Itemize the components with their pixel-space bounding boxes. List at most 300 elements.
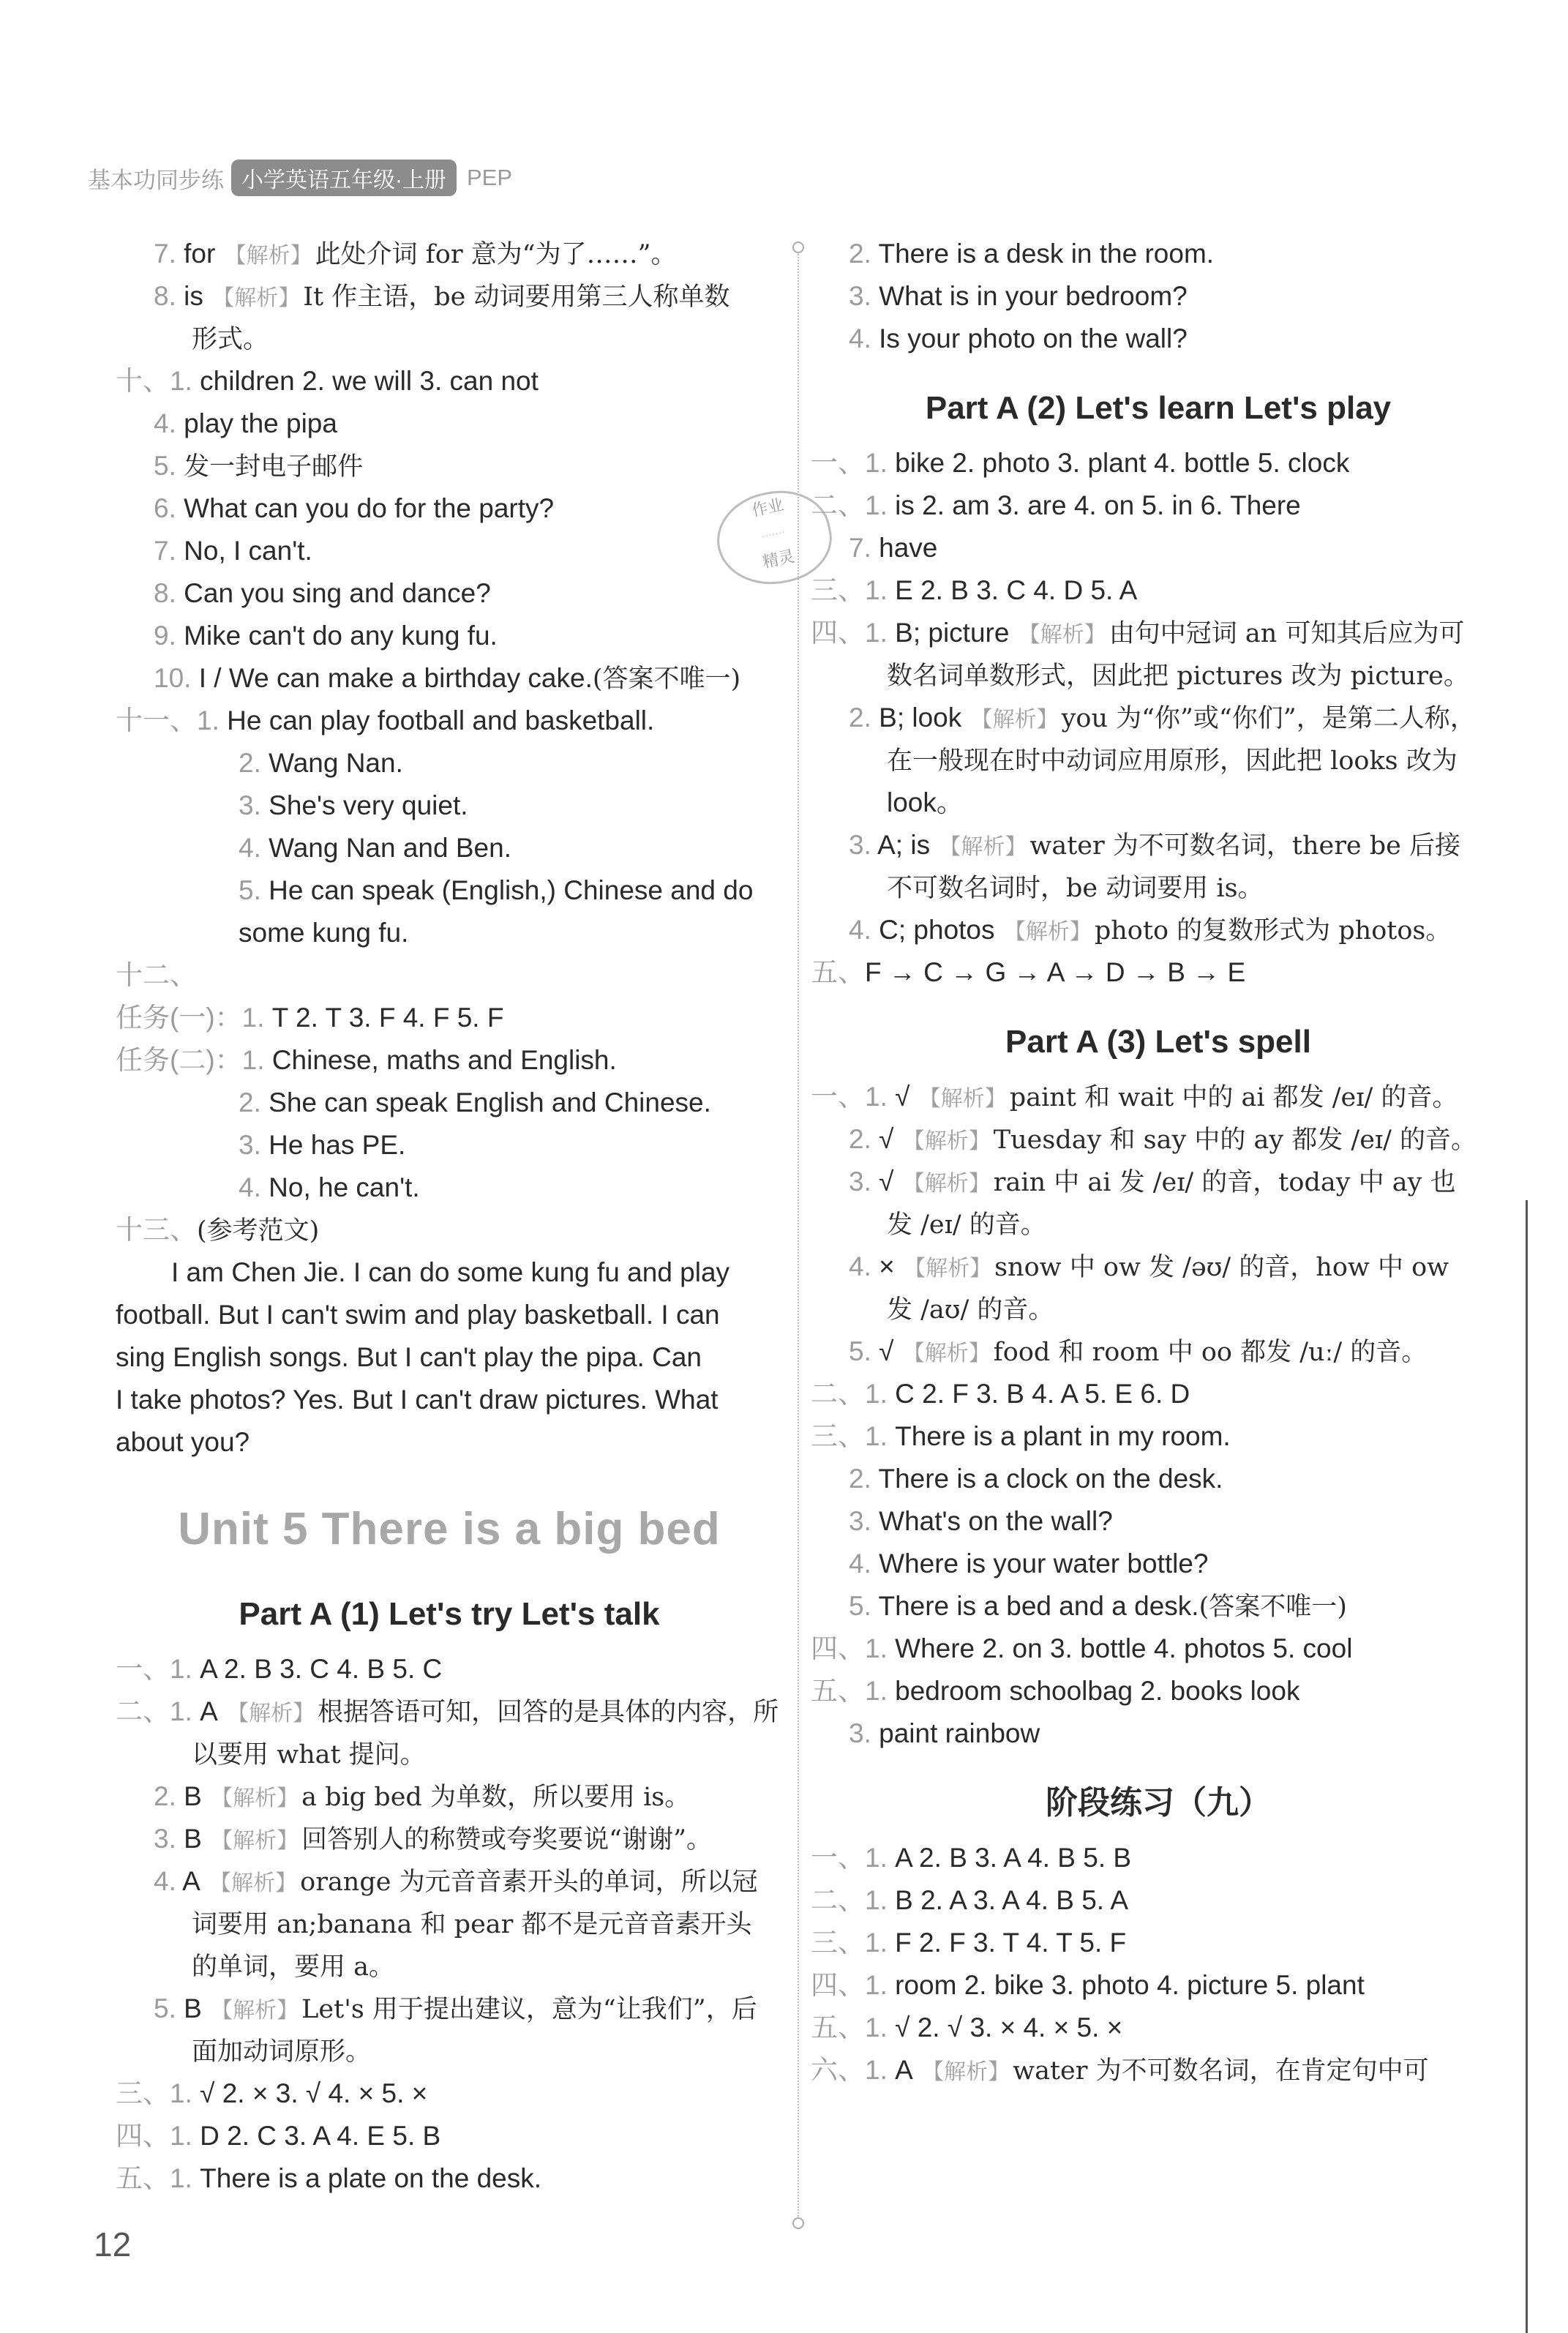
- answer-line: [116, 700, 783, 742]
- answer-line: [116, 827, 783, 869]
- answer-text: for: [184, 239, 216, 269]
- answer-line: [116, 615, 783, 657]
- answer-line: [116, 2030, 783, 2072]
- section-number: 十三、: [116, 1215, 197, 1245]
- answer-text: Chinese, maths and English.: [271, 1045, 617, 1075]
- essay-block: [116, 1251, 783, 1464]
- section-number: 十一、: [116, 705, 197, 735]
- item-number: 1.: [865, 1082, 896, 1112]
- item-number: 9.: [154, 621, 184, 651]
- explanation-text: food 和 room 中 oo 都发 /uː/ 的音。: [993, 1338, 1428, 1367]
- answer-line: [811, 1712, 1506, 1755]
- explanation-text: 不可数名词时，be 动词要用 is。: [887, 874, 1264, 903]
- analysis-tag: 【解析】: [933, 835, 1027, 859]
- answer-text: Can you sing and dance?: [184, 578, 491, 608]
- explanation-text: 回答别人的称赞或夸奖要说“谢谢”。: [301, 1825, 712, 1854]
- section-heading-part-a3: Part A (3) Let's spell: [1005, 1024, 1311, 1060]
- answer-text: A 2. B 3. A 4. B 5. B: [895, 1843, 1132, 1873]
- explanation-text: 发一封电子邮件: [184, 452, 364, 482]
- answer-text: What is in your bedroom?: [879, 281, 1188, 311]
- answer-text: No, I can't.: [184, 536, 312, 566]
- explanation-text: 以要用 what 提问。: [192, 1740, 426, 1770]
- answer-text: There is a bed and a desk.: [878, 1591, 1199, 1621]
- answer-text: B 2. A 3. A 4. B 5. A: [895, 1885, 1128, 1915]
- section-number: 任务(二)：: [116, 1045, 242, 1075]
- item-number: 1.: [865, 2055, 896, 2085]
- answer-text: F → C → G → A → D → B → E: [865, 957, 1246, 987]
- item-number: 4.: [239, 833, 269, 863]
- explanation-text: (答案不唯一): [592, 664, 741, 694]
- explanation-text: paint 和 wait 中的 ai 都发 /eɪ/ 的音。: [1009, 1083, 1458, 1112]
- answer-line: [116, 1690, 783, 1733]
- answer-line: [116, 1124, 783, 1166]
- item-number: 1.: [170, 2078, 200, 2108]
- stamp-line: ·······: [760, 525, 787, 542]
- essay-line: football. But I can't swim and play basketball. I can: [116, 1300, 720, 1330]
- answer-line: [811, 612, 1506, 654]
- essay-line: I am Chen Jie. I can do some kung fu and play: [171, 1257, 730, 1287]
- explanation-text: you 为“你”或“你们”，是第二人称，: [1061, 704, 1476, 733]
- section-number: 四、: [811, 1970, 865, 2000]
- answer-line: [116, 1903, 783, 1945]
- answer-line: [116, 2157, 783, 2200]
- analysis-tag: 【解析】: [915, 2060, 1010, 2084]
- explanation-text: orange 为元音音素开头的单词，所以冠: [300, 1868, 758, 1897]
- explanation-text: 形式。: [192, 325, 269, 354]
- item-number: 5.: [239, 875, 269, 905]
- analysis-tag: 【解析】: [206, 286, 301, 310]
- explanation-text: 词要用 an;banana 和 pear 都不是元音音素开头: [192, 1910, 752, 1939]
- answer-line: [116, 869, 783, 912]
- analysis-tag: 【解析】: [220, 1701, 315, 1726]
- explanation-text: 发 /aʊ/ 的音。: [887, 1295, 1054, 1325]
- answer-text: He has PE.: [269, 1130, 406, 1160]
- answer-text: A: [895, 2055, 913, 2085]
- explanation-text: It 作主语，be 动词要用第三人称单数: [303, 282, 730, 312]
- answer-line: [811, 951, 1506, 994]
- analysis-tag: 【解析】: [218, 244, 312, 268]
- answer-line: [811, 1076, 1506, 1118]
- section-number: 五、: [811, 957, 865, 987]
- item-number: 6.: [154, 493, 184, 523]
- answer-line: [116, 1082, 783, 1124]
- item-number: 10.: [154, 663, 199, 693]
- item-number: 1.: [241, 1003, 272, 1033]
- item-number: 1.: [241, 1045, 272, 1075]
- item-number: 4.: [849, 915, 879, 945]
- answer-line: [116, 360, 783, 402]
- left-column: [116, 233, 783, 2200]
- answer-text: bedroom schoolbag 2. books look: [895, 1676, 1300, 1706]
- item-number: 1.: [865, 448, 896, 478]
- item-number: 4.: [154, 408, 184, 438]
- answer-line: [811, 442, 1506, 484]
- answer-text: He can speak (English,) Chinese and do: [269, 875, 754, 905]
- item-number: 5.: [849, 1591, 879, 1621]
- grade-badge: 小学英语五年级·上册: [231, 160, 457, 196]
- section-heading-part-a1: Part A (1) Let's try Let's talk: [239, 1596, 660, 1632]
- item-number: 1.: [865, 1885, 896, 1915]
- answer-text: I / We can make a birthday cake.: [198, 663, 593, 693]
- answer-text: C 2. F 3. B 4. A 5. E 6. D: [895, 1379, 1190, 1409]
- answer-text: ×: [879, 1251, 895, 1281]
- item-number: 1.: [865, 2012, 896, 2042]
- explanation-text: snow 中 ow 发 /əʊ/ 的音，how 中 ow: [994, 1253, 1449, 1282]
- answer-text: C; photos: [879, 915, 995, 945]
- item-number: 1.: [865, 618, 896, 648]
- explanation-text: 数名词单数形式，因此把 pictures 改为 picture。: [887, 662, 1469, 691]
- item-number: 8.: [154, 281, 184, 311]
- answer-line: [811, 739, 1506, 782]
- answer-line: [116, 1818, 783, 1860]
- answer-line: [811, 2007, 1506, 2049]
- section-number: 五、: [811, 2012, 865, 2042]
- answer-line: [811, 2049, 1506, 2092]
- answer-line: [811, 1628, 1506, 1670]
- essay-line: I take photos? Yes. But I can't draw pictures. What: [116, 1385, 719, 1415]
- answer-text: There is a plant in my room.: [895, 1421, 1231, 1451]
- answer-line: [811, 1373, 1506, 1415]
- answer-text: room 2. bike 3. photo 4. picture 5. plant: [895, 1970, 1365, 2000]
- answer-line: [116, 1988, 783, 2030]
- item-number: 1.: [170, 2121, 200, 2151]
- answer-text: He can play football and basketball.: [227, 705, 655, 735]
- section-number: 五、: [116, 2163, 170, 2193]
- answer-line: [116, 445, 783, 487]
- answer-line: [811, 1670, 1506, 1712]
- answer-text: play the pipa: [184, 408, 337, 438]
- answer-line: [116, 1039, 783, 1082]
- analysis-tag: 【解析】: [997, 920, 1092, 944]
- item-number: 2.: [239, 748, 269, 778]
- item-number: 4.: [154, 1866, 183, 1896]
- answer-line: [811, 1879, 1506, 1922]
- explanation-text: Tuesday 和 say 中的 ay 都发 /eɪ/ 的音。: [993, 1126, 1477, 1155]
- answer-text: B: [184, 1993, 202, 2023]
- answer-text: T 2. T 3. F 4. F 5. F: [271, 1003, 504, 1033]
- answer-line: [116, 572, 783, 615]
- section-number: 五、: [811, 1676, 865, 1706]
- section-heading-part-a2: Part A (2) Let's learn Let's play: [925, 390, 1392, 426]
- essay-line: sing English songs. But I can't play the pipa. Can: [116, 1342, 702, 1372]
- answer-line: [116, 912, 783, 954]
- item-number: 1.: [170, 1654, 200, 1684]
- answer-text: A: [182, 1866, 200, 1896]
- answer-line: [811, 654, 1506, 697]
- answer-line: [116, 1166, 783, 1209]
- item-number: 2.: [154, 1781, 184, 1811]
- item-number: 1.: [865, 1676, 896, 1706]
- item-number: 1.: [865, 490, 896, 520]
- answer-text: There is a desk in the room.: [878, 239, 1215, 269]
- answer-text: What can you do for the party?: [184, 493, 555, 523]
- answer-line: [116, 1860, 783, 1903]
- item-number: 1.: [865, 1928, 896, 1958]
- answer-line: [811, 1330, 1506, 1373]
- answer-line: [116, 657, 783, 700]
- answer-line: [811, 866, 1506, 909]
- item-number: 2.: [849, 1464, 879, 1494]
- explanation-text: 面加动词原形。: [192, 2037, 372, 2067]
- answer-text: √: [879, 1336, 894, 1366]
- answer-line: [811, 697, 1506, 739]
- section-number: 任务(一)：: [116, 1003, 242, 1033]
- answer-text: √: [895, 1082, 910, 1112]
- analysis-tag: 【解析】: [203, 1871, 298, 1895]
- unit-title: Unit 5 There is a big bed: [178, 1504, 721, 1554]
- item-number: 3.: [849, 830, 878, 860]
- item-number: 2.: [849, 703, 879, 733]
- answer-text: F 2. F 3. T 4. T 5. F: [895, 1928, 1127, 1958]
- answer-line: [116, 402, 783, 445]
- answer-text: bike 2. photo 3. plant 4. bottle 5. clock: [895, 448, 1350, 478]
- item-number: 5.: [154, 1993, 184, 2023]
- answer-text: Is your photo on the wall?: [879, 323, 1188, 353]
- item-number: 4.: [849, 1549, 879, 1579]
- answer-line: [811, 1543, 1506, 1585]
- section-number: 一、: [811, 1082, 865, 1112]
- explanation-text: photo 的复数形式为 photos。: [1094, 916, 1452, 945]
- analysis-tag: 【解析】: [204, 1786, 299, 1810]
- answer-line: [811, 824, 1506, 866]
- answer-text: is 2. am 3. are 4. on 5. in 6. There: [895, 490, 1301, 520]
- item-number: 3.: [849, 1166, 879, 1197]
- answer-line: [811, 318, 1506, 360]
- item-number: 1.: [170, 1696, 200, 1726]
- explanation-text: water 为不可数名词，there be 后接: [1029, 831, 1461, 861]
- answer-text: paint rainbow: [879, 1718, 1040, 1748]
- section-number: 四、: [811, 1633, 865, 1663]
- answer-text: B: [184, 1824, 202, 1854]
- section-number: 三、: [811, 1928, 865, 1958]
- answer-text: Wang Nan.: [269, 748, 403, 778]
- section-number: 四、: [811, 618, 865, 648]
- item-number: 4.: [849, 323, 879, 353]
- answer-text: No, he can't.: [269, 1172, 420, 1202]
- item-number: 7.: [154, 536, 184, 566]
- answer-line: [811, 484, 1506, 527]
- answer-line: [116, 1775, 783, 1818]
- answer-text: A; is: [877, 830, 931, 860]
- answer-line: [116, 1648, 783, 1690]
- explanation-text: 的单词，要用 a。: [192, 1952, 394, 1982]
- explanation-text: Let's 用于提出建议，意为“让我们”，后: [301, 1995, 757, 2024]
- answer-line: [811, 1415, 1506, 1458]
- explanation-text: rain 中 ai 发 /eɪ/ 的音，today 中 ay 也: [993, 1168, 1456, 1197]
- item-number: 7.: [849, 533, 879, 563]
- answer-line: [116, 784, 783, 827]
- item-number: 1.: [170, 366, 200, 396]
- section-heading-practice: 阶段练习（九）: [1046, 1785, 1271, 1821]
- answer-line: [116, 1945, 783, 1988]
- answer-text: √: [879, 1166, 894, 1197]
- explanation-text: 此处介词 for 意为“为了……”。: [315, 240, 677, 269]
- item-number: 3.: [849, 1506, 879, 1536]
- section-number: 六、: [811, 2055, 865, 2085]
- section-number: 二、: [116, 1696, 170, 1726]
- item-number: 1.: [865, 1843, 896, 1873]
- item-number: 5.: [154, 451, 184, 481]
- essay-line: about you?: [116, 1427, 250, 1457]
- answer-line: [811, 1964, 1506, 2007]
- item-number: 1.: [197, 705, 228, 735]
- answer-text: √ 2. × 3. √ 4. × 5. ×: [200, 2078, 428, 2108]
- answer-line: [811, 782, 1506, 824]
- item-number: 1.: [865, 575, 896, 605]
- answer-line: [116, 233, 783, 275]
- answer-line: [811, 275, 1506, 318]
- explanation-text: (参考范文): [197, 1216, 320, 1246]
- answer-line: [116, 530, 783, 572]
- answer-line: [811, 909, 1506, 951]
- analysis-tag: 【解析】: [912, 1087, 1007, 1111]
- section-number: 三、: [811, 575, 865, 605]
- answer-text: B: [184, 1781, 202, 1811]
- answer-line: [811, 1288, 1506, 1330]
- answer-text: There is a plate on the desk.: [200, 2163, 542, 2193]
- answer-line: [811, 1203, 1506, 1246]
- answer-text: √ 2. √ 3. × 4. × 5. ×: [895, 2012, 1123, 2042]
- answer-text: D 2. C 3. A 4. E 5. B: [200, 2121, 441, 2151]
- divider-dot-top: [792, 241, 804, 253]
- answer-text: have: [879, 533, 938, 563]
- answer-line: [116, 742, 783, 784]
- analysis-tag: 【解析】: [204, 1999, 299, 2023]
- analysis-tag: 【解析】: [896, 1172, 991, 1196]
- analysis-tag: 【解析】: [896, 1129, 991, 1153]
- answer-line: [116, 2072, 783, 2115]
- answer-text: B; look: [879, 703, 962, 733]
- answer-line: [116, 275, 783, 318]
- answer-text: There is a clock on the desk.: [878, 1464, 1223, 1494]
- explanation-text: 发 /eɪ/ 的音。: [887, 1210, 1046, 1240]
- explanation-text: 根据答语可知，回答的是具体的内容，所: [318, 1698, 779, 1727]
- answer-text: is: [184, 281, 203, 311]
- analysis-tag: 【解析】: [1012, 623, 1106, 647]
- answer-text: Where 2. on 3. bottle 4. photos 5. cool: [895, 1633, 1353, 1663]
- answer-text: look。: [887, 787, 964, 817]
- item-number: 4.: [849, 1251, 879, 1281]
- section-number: 三、: [811, 1421, 865, 1451]
- analysis-tag: 【解析】: [964, 708, 1059, 732]
- answer-line: [116, 487, 783, 530]
- left-answers-block-1: [116, 233, 783, 1251]
- answer-line: [811, 1837, 1506, 1879]
- right-answers-block-3: [811, 1076, 1506, 1755]
- item-number: 3.: [849, 1718, 879, 1748]
- answer-line: [116, 318, 783, 360]
- edition-label: PEP: [467, 165, 513, 190]
- divider-dot-bottom: [792, 2217, 804, 2229]
- answer-text: Mike can't do any kung fu.: [184, 621, 498, 651]
- stamp-text-1: 作业: [750, 495, 786, 520]
- answer-text: √: [879, 1124, 894, 1154]
- answer-text: She's very quiet.: [269, 790, 468, 820]
- stamp-text-2: 精灵: [761, 547, 797, 572]
- item-number: 4.: [239, 1172, 269, 1202]
- page-edge-line: [1526, 1200, 1528, 2333]
- answer-text: A 2. B 3. C 4. B 5. C: [200, 1654, 443, 1684]
- item-number: 3.: [849, 281, 879, 311]
- answer-text: some kung fu.: [239, 918, 409, 948]
- section-number: 一、: [811, 1843, 865, 1873]
- answer-line: [811, 1500, 1506, 1543]
- item-number: 5.: [849, 1336, 879, 1366]
- answer-line: [116, 1733, 783, 1775]
- explanation-text: 由句中冠词 an 可知其后应为可: [1109, 619, 1465, 648]
- right-answers-block-4: [811, 1837, 1506, 2092]
- answer-line: [811, 1922, 1506, 1964]
- left-answers-block-2: [116, 1648, 783, 2200]
- item-number: 3.: [239, 790, 269, 820]
- answer-line: [811, 527, 1506, 569]
- answer-line: [811, 1246, 1506, 1288]
- answer-line: [116, 1209, 783, 1251]
- answer-line: [811, 1161, 1506, 1203]
- item-number: 3.: [154, 1824, 184, 1854]
- answer-line: [811, 1118, 1506, 1161]
- section-number: 十二、: [116, 960, 197, 990]
- item-number: 3.: [239, 1130, 269, 1160]
- item-number: 1.: [865, 1421, 896, 1451]
- section-number: 三、: [116, 2078, 170, 2108]
- section-number: 十、: [116, 366, 170, 396]
- analysis-tag: 【解析】: [204, 1829, 299, 1853]
- item-number: 2.: [239, 1087, 269, 1117]
- answer-text: B; picture: [895, 618, 1010, 648]
- section-number: 一、: [116, 1654, 170, 1684]
- answer-line: [116, 954, 783, 997]
- answer-line: [116, 997, 783, 1039]
- answer-line: [811, 233, 1506, 275]
- section-number: 二、: [811, 1885, 865, 1915]
- answer-line: [811, 1458, 1506, 1500]
- answer-line: [116, 2115, 783, 2157]
- answer-text: A: [200, 1696, 218, 1726]
- analysis-tag: 【解析】: [897, 1257, 992, 1281]
- right-answers-block-1: [811, 233, 1506, 360]
- right-answers-block-2: [811, 442, 1506, 994]
- page-number: 12: [94, 2225, 132, 2263]
- answer-text: She can speak English and Chinese.: [269, 1087, 711, 1117]
- analysis-tag: 【解析】: [896, 1341, 991, 1366]
- answer-text: What's on the wall?: [879, 1506, 1113, 1536]
- answer-text: Wang Nan and Ben.: [269, 833, 511, 863]
- explanation-text: 在一般现在时中动词应用原形，因此把 looks 改为: [887, 746, 1458, 776]
- answer-line: [811, 569, 1506, 612]
- section-number: 二、: [811, 490, 865, 520]
- item-number: 7.: [154, 239, 184, 269]
- item-number: 8.: [154, 578, 184, 608]
- item-number: 1.: [865, 1633, 896, 1663]
- right-column: [811, 233, 1506, 2092]
- explanation-text: a big bed 为单数，所以要用 is。: [301, 1783, 691, 1812]
- item-number: 1.: [170, 2163, 200, 2193]
- item-number: 2.: [849, 1124, 879, 1154]
- answer-line: [811, 1585, 1506, 1628]
- section-number: 二、: [811, 1379, 865, 1409]
- answer-text: children 2. we will 3. can not: [200, 366, 539, 396]
- answer-text: Where is your water bottle?: [879, 1549, 1209, 1579]
- item-number: 1.: [865, 1970, 896, 2000]
- item-number: 2.: [849, 239, 879, 269]
- section-number: 一、: [811, 448, 865, 478]
- answer-text: E 2. B 3. C 4. D 5. A: [895, 575, 1138, 605]
- explanation-text: water 为不可数名词，在肯定句中可: [1013, 2056, 1429, 2086]
- page-header: [88, 160, 512, 196]
- section-number: 四、: [116, 2121, 170, 2151]
- explanation-text: (答案不唯一): [1198, 1592, 1347, 1622]
